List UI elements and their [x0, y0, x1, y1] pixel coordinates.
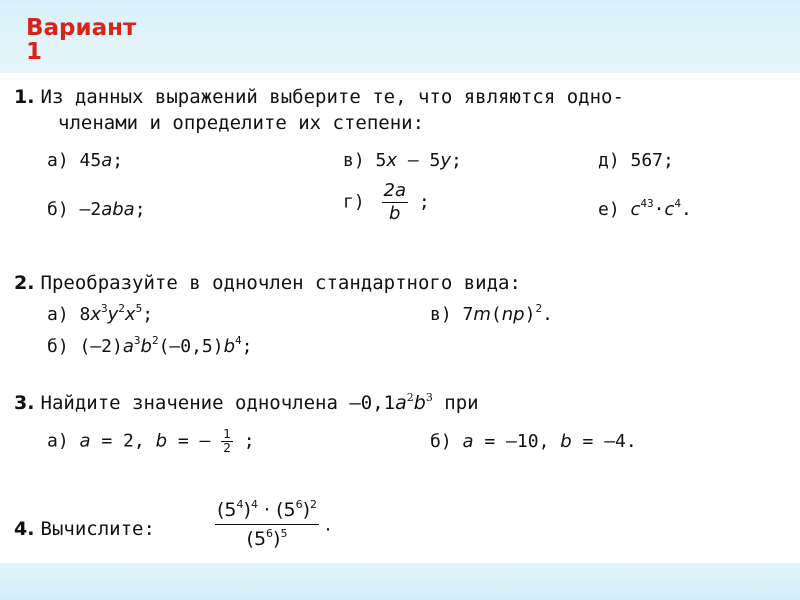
- task-3-number: 3.: [14, 392, 35, 414]
- variant-title: [26, 16, 136, 64]
- task-2-text: Преобразуйте в одночлен стандартного вида:: [40, 272, 521, 294]
- task-2-option-a: а) $8x^3y^2x^5$;: [47, 302, 154, 325]
- task-3-option-a: а) a = 2, b = – $\frac{1}{2}$ ;: [47, 427, 255, 455]
- task-4-number: 4.: [14, 518, 35, 540]
- task-2-heading: [14, 272, 521, 294]
- task-2-option-v: в) 7m(np)$^2$.: [430, 302, 553, 325]
- variant-word: Вариант: [26, 15, 137, 41]
- task-1-number: 1.: [14, 86, 35, 108]
- task-4-heading: 4. Вычислите:: [14, 518, 155, 540]
- task-1-option-d: д) 567;: [598, 150, 674, 171]
- task-1-option-g: г) $\frac{2a}{b}$ ;: [343, 180, 430, 224]
- task-1-option-b: б) –2aba;: [47, 199, 146, 220]
- task-1-line-2: членами и определите их степени:: [58, 112, 425, 134]
- task-4-expression: $\frac{(5^4)^4 \cdot (5^6)^2}{(5^6)^5}$ .: [215, 496, 331, 553]
- task-1-option-a: а) 45a;: [47, 150, 124, 171]
- task-3-heading: 3. Найдите значение одночлена $-0,1a^2b^3$ при: [14, 391, 479, 414]
- fraction-one-half: $\frac{1}{2}$: [223, 427, 231, 455]
- task-2-number: 2.: [14, 272, 35, 294]
- task-1-option-e: е) $c^{43}\cdot c^4$.: [598, 197, 692, 220]
- task-1-heading: [14, 86, 624, 108]
- bottom-band: [0, 563, 800, 600]
- fraction-2a-over-b: $\frac{2a}{b}$: [383, 180, 407, 224]
- task-1-option-v: в) 5x – 5y;: [343, 150, 462, 171]
- task-4-fraction: $\frac{(5^4)^4 \cdot (5^6)^2}{(5^6)^5}$: [215, 496, 319, 553]
- task-1-line-1: Из данных выражений выберите те, что являются одно-: [40, 86, 624, 108]
- variant-number: 1: [26, 39, 43, 65]
- task-3-option-b: б) a = –10, b = –4.: [430, 431, 637, 452]
- task-2-option-b: б) $(-2)a^3b^2(-0,5)b^4$;: [47, 334, 253, 357]
